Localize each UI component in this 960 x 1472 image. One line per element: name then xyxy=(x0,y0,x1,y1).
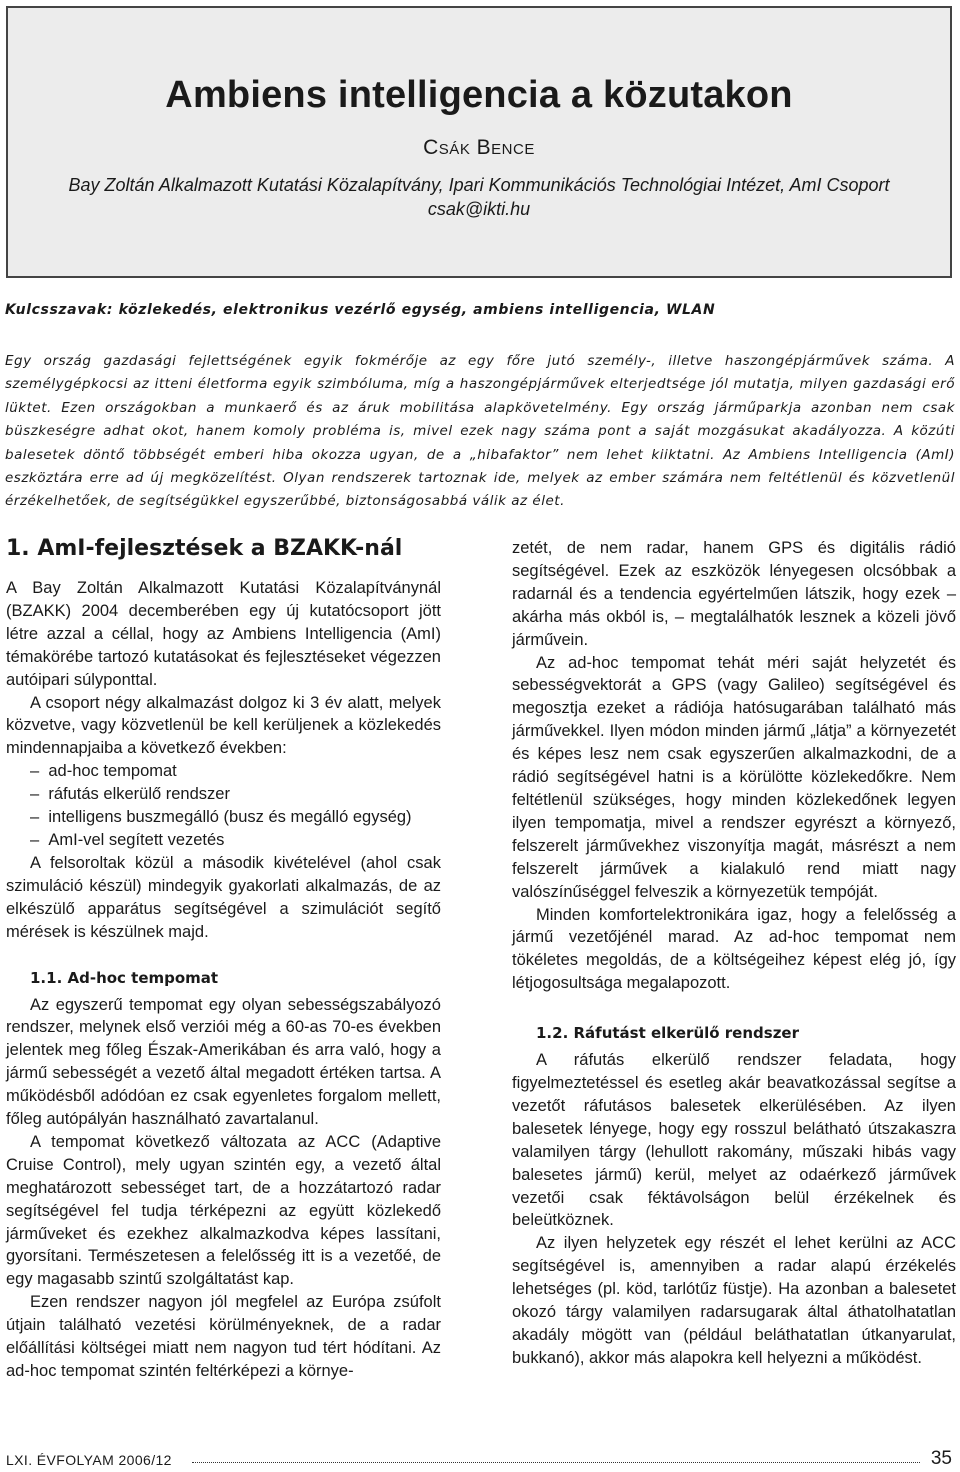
abstract: Egy ország gazdasági fejlettségének egyik fokmérője az egy főre jutó személy-, illetve haszongépjárművek száma. A személygépkocsi az itteni életforma egyik szimbóluma, míg a haszongépjárművek elterjedtsége jól mutatja, milyen gazdasági erő lüktet. Ezen országokban a munkaerő és az áruk mobilitása alapkövetelmény. Egy ország járműparkja azonban nem csak büszkeségre adhat okot, hanem komoly probléma is, mivel ezek nagy száma pont a saját mozgásukat akadályozza. A közúti balesetek döntő többségét emberi hiba okozza ugyan, de a „hibafaktor” nem lehet kiiktatni. Az Ambiens Intelligencia (AmI) eszköztára erre ad új megközelítést. Olyan rendszerek tartoznak ide, melyek az ember számára nem feltétlenül és közvetlenül érzékelhetőek, de segítségükkel egyszerűbbé, biztonságosabbá válik az élet. xyxy=(5,353,955,510)
list-item: – AmI-vel segített vezetés xyxy=(6,829,441,852)
article-title: Ambiens intelligencia a közutakon xyxy=(165,74,793,116)
paragraph: Az ilyen helyzetek egy részét el lehet kerülni az ACC segítségével is, amennyiben a radar alapú érzékelés lehetséges (pl. köd, tarlótűz füstje). Ha azonban a balesetet okozó tárgy valamilyen radarsugarak által áthatolhatatlan akadály mögött van (például beláthatatlan útkanyarulat, bukkanó), akkor más alapokra kell helyezni a működést. xyxy=(512,1234,956,1367)
title-block xyxy=(6,6,952,278)
paragraph: A Bay Zoltán Alkalmazott Kutatási Közalapítványnál (BZAKK) 2004 decemberében egy új kutatócsoport jött létre azzal a céllal, hogy az Ambiens Intelligencia (AmI) témakörébe tartozó kutatásokat és fejlesztéseket végezzen autóipari súlyponttal. xyxy=(6,579,441,689)
application-list xyxy=(6,760,441,852)
footer-divider xyxy=(192,1462,920,1463)
paragraph: A csoport négy alkalmazást dolgoz ki 3 év alatt, melyek közvetve, vagy közvetlenül be kell kerüljenek a közlekedés mindennapjaiba a következő években: xyxy=(6,693,441,758)
author-name: Csák Bence xyxy=(423,136,535,159)
paragraph: Az egyszerű tempomat egy olyan sebességszabályozó rendszer, melynek első verziói még a 60-as 70-es években jelentek meg főleg Észak-Amerikában és arra való, hogy a jármű sebességét a vezető által megadott értéken tartsa. A működésből adódóan ez csak egyenletes forgalom mellett, főleg autópályán használható zavartalanul. xyxy=(6,995,441,1129)
subsection-1-2-heading: 1.2. Ráfutást elkerülő rendszer xyxy=(536,1024,800,1043)
issue-label: LXI. ÉVFOLYAM 2006/12 xyxy=(6,1452,172,1468)
list-item: – ad-hoc tempomat xyxy=(6,760,441,783)
affiliation-text: Bay Zoltán Alkalmazott Kutatási Közalapítvány, Ipari Kommunikációs Technológiai Intézet, AmI Csoport xyxy=(68,175,890,195)
paragraph: A ráfutás elkerülő rendszer feladata, hogy figyelmeztetéssel és esetleg akár beavatkozással segítse a vezetőt ráfutásos balesetek elkerülésében. Az ilyen balesetek lényege, hogy egy rosszul beláthatό útszakaszra valamilyen tárgy (lehullott rakomány, műszaki hibás vagy balesetes jármű) kerül, melyet az odaérkező járművek vezetői csak féktávolságon belül érzékelnek és beleütköznek. xyxy=(512,1051,956,1230)
left-column xyxy=(6,535,441,1383)
paragraph: A tempomat következő változata az ACC (Adaptive Cruise Control), mely ugyan szintén egy, a vezető által meghatározott sebességet tart, de a hozzátartozó radar segítségével fel tudja térképezni az együtt közlekedő járműveket és ezekhez alkalmazkodva képes lassítani, gyorsítani. Természetesen a felelősség itt is a vezetőé, de egy magasabb szintű szolgáltatást kap. xyxy=(6,1132,441,1289)
paragraph: Ezen rendszer nagyon jól megfelel az Európa zsúfolt útjain található vezetési körülményeknek, de a radar előállítási költségei miatt nem nagyon tud tért hódítani. Az ad-hoc tempomat szintén feltérképezi a környe- xyxy=(6,1293,441,1380)
section-1-heading: 1. AmI-fejlesztések a BZAKK-nál xyxy=(6,536,403,561)
list-item: – ráfutás elkerülő rendszer xyxy=(6,783,441,806)
list-item: – intelligens buszmegálló (busz és megálló egység) xyxy=(6,806,441,829)
page-number: 35 xyxy=(930,1448,952,1469)
right-column xyxy=(512,537,956,1370)
paragraph: zetét, de nem radar, hanem GPS és digitális rádió segítségével. Ezek az eszközök lényegesen olcsóbbak a radarnál és a tendencia egyértelműen látszik, hogy ezek – akárha más okból is, – megtalálhatók lesznek a közeli jövő járművein. xyxy=(512,539,956,649)
paragraph: Minden komfortelektronikára igaz, hogy a felelősség a jármű vezetőjénél marad. Az ad-hoc tempomat nem tökéletes megoldás, de a költségeihez képest elég jó, így létjogosultsága megalapozott. xyxy=(512,905,956,993)
subsection-1-1-heading: 1.1. Ad-hoc tempomat xyxy=(30,968,219,987)
paragraph: Az ad-hoc tempomat tehát méri saját helyzetét és sebességvektorát a GPS (vagy Galileo) segítségével és megosztja ezeket a rádiója hatósugarában található más járművekkel. Ilyen módon minden jármű „látja” a környezetét és képes lesz nem csak egyszerűen alkalmazkodni, de a rádió segítségével hatni is a körülötte közlekedőkre. Nem feltétlenül szükséges, hogy minden közlekedőnek legyen ilyen tempomatja, mivel a rendszer egyrészt a környező, felszerelt járművekhez viszonyítja magát, másrészt a nem felszerelt járművek a kialakuló rend miatt nagy valószínűséggel felveszik a környezetük tempóját. xyxy=(512,653,956,901)
keywords: Kulcsszavak: közlekedés, elektronikus vezérlő egység, ambiens intelligencia, WLAN xyxy=(5,302,716,318)
paragraph: A felsoroltak közül a második kivételével (ahol csak szimuláció készül) mindegyik gyakorlati alkalmazás, de az elkészülő apparátus segítségével a szimulációt segítő mérések is készülnek majd. xyxy=(6,853,441,941)
affiliation xyxy=(8,173,950,221)
author-email: csak@ikti.hu xyxy=(427,199,531,219)
